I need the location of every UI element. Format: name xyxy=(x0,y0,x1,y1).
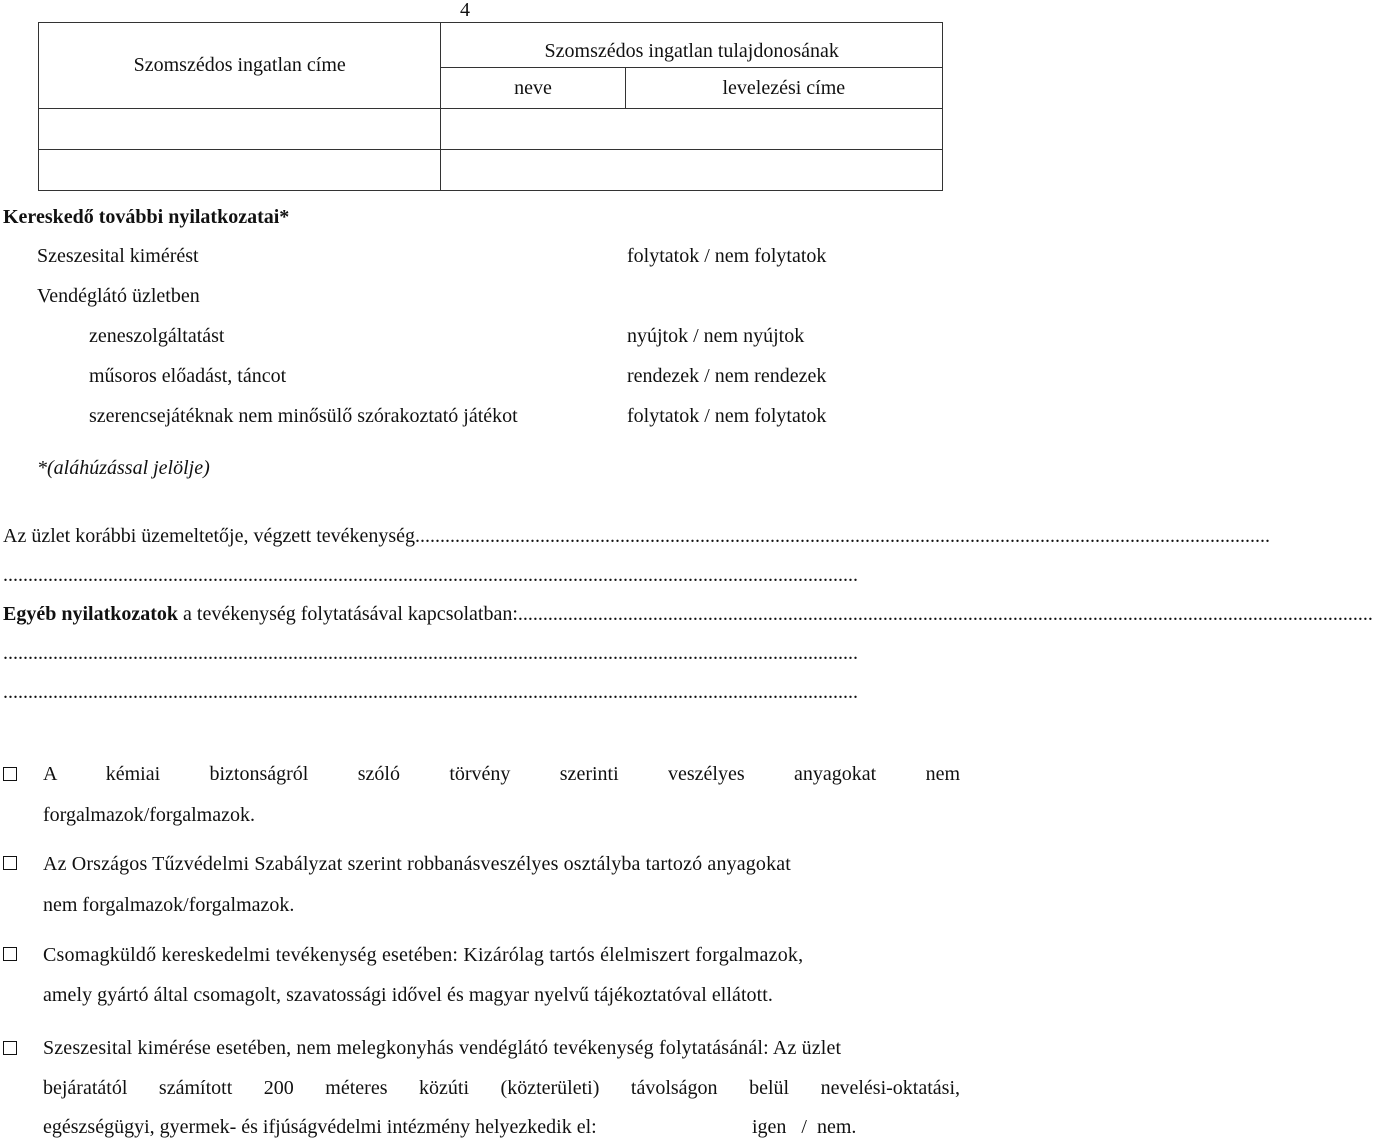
col-header-address: Szomszédos ingatlan címe xyxy=(39,23,441,109)
choice-yes-no[interactable]: igen / nem. xyxy=(752,1116,857,1138)
checkbox-text: Csomagküldő kereskedelmi tevékenység esetében: Kizárólag tartós élelmiszert forgalmazok, xyxy=(43,944,804,966)
declaration-choice[interactable]: nyújtok / nem nyújtok xyxy=(627,325,805,347)
table-cell[interactable] xyxy=(39,109,441,150)
col-header-mail: levelezési címe xyxy=(625,68,942,109)
col-header-name: neve xyxy=(441,68,625,109)
col-header-owner: Szomszédos ingatlan tulajdonosának xyxy=(441,23,943,68)
checkbox[interactable] xyxy=(3,767,17,781)
checkbox-text: Az Országos Tűzvédelmi Szabályzat szerint robbanásveszélyes osztályba tartozó anyagokat xyxy=(43,853,791,875)
declaration-label: Szeszesital kimérést xyxy=(37,245,199,267)
dotted-fill: ........................................................................................................................................................................... xyxy=(415,525,1271,547)
checkbox[interactable] xyxy=(3,856,17,870)
dotted-line[interactable]: ........................................................................................................................................................................... xyxy=(3,681,858,703)
declaration-label: Vendéglátó üzletben xyxy=(37,285,200,307)
neighbor-property-table xyxy=(38,22,943,191)
dotted-line[interactable]: ........................................................................................................................................................................... xyxy=(3,564,858,586)
checkbox-text: egészségügyi, gyermek- és ifjúságvédelmi intézmény helyezkedik el: xyxy=(43,1116,597,1138)
footnote: *(aláhúzással jelölje) xyxy=(37,457,210,479)
declaration-choice[interactable]: folytatok / nem folytatok xyxy=(627,245,827,267)
table-cell[interactable] xyxy=(39,150,441,191)
checkbox-text: Szeszesital kimérése esetében, nem melegkonyhás vendéglátó tevékenység folytatásánál: Az üzlet xyxy=(43,1037,842,1059)
checkbox-text: nem forgalmazok/forgalmazok. xyxy=(43,894,295,916)
checkbox[interactable] xyxy=(3,947,17,961)
checkbox-text: amely gyártó által csomagolt, szavatossági idővel és magyar nyelvű tájékoztatóval ellátott. xyxy=(43,984,773,1006)
declarations-heading: Kereskedő további nyilatkozatai* xyxy=(3,206,290,228)
checkbox-text: A kémiai biztonságról szóló törvény szerinti veszélyes anyagokat nem xyxy=(43,763,960,785)
table-cell[interactable] xyxy=(441,150,943,191)
other-declarations-label: Egyéb nyilatkozatok xyxy=(3,603,179,625)
dotted-fill: ........................................................................................................................................................................... xyxy=(517,603,1373,625)
declaration-label: műsoros előadást, táncot xyxy=(89,365,287,387)
declaration-label: zeneszolgáltatást xyxy=(89,325,225,347)
checkbox-text: forgalmazok/forgalmazok. xyxy=(43,804,255,826)
previous-operator-label: Az üzlet korábbi üzemeltetője, végzett tevékenység xyxy=(3,525,416,547)
other-declarations-label-rest: a tevékenység folytatásával kapcsolatban: xyxy=(178,603,518,625)
table-cell[interactable] xyxy=(441,109,943,150)
checkbox-text: bejáratától számított 200 méteres közúti (közterületi) távolságon belül nevelési-oktatási, xyxy=(43,1077,960,1099)
checkbox[interactable] xyxy=(3,1041,17,1055)
dotted-line[interactable]: ........................................................................................................................................................................... xyxy=(3,642,858,664)
previous-operator-field[interactable] xyxy=(3,525,1271,547)
declaration-label: szerencsejátéknak nem minősülő szórakoztató játékot xyxy=(89,405,518,427)
page-number: 4 xyxy=(460,0,470,21)
declaration-choice[interactable]: folytatok / nem folytatok xyxy=(627,405,827,427)
declaration-choice[interactable]: rendezek / nem rendezek xyxy=(627,365,827,387)
other-declarations-field[interactable] xyxy=(3,603,1373,625)
